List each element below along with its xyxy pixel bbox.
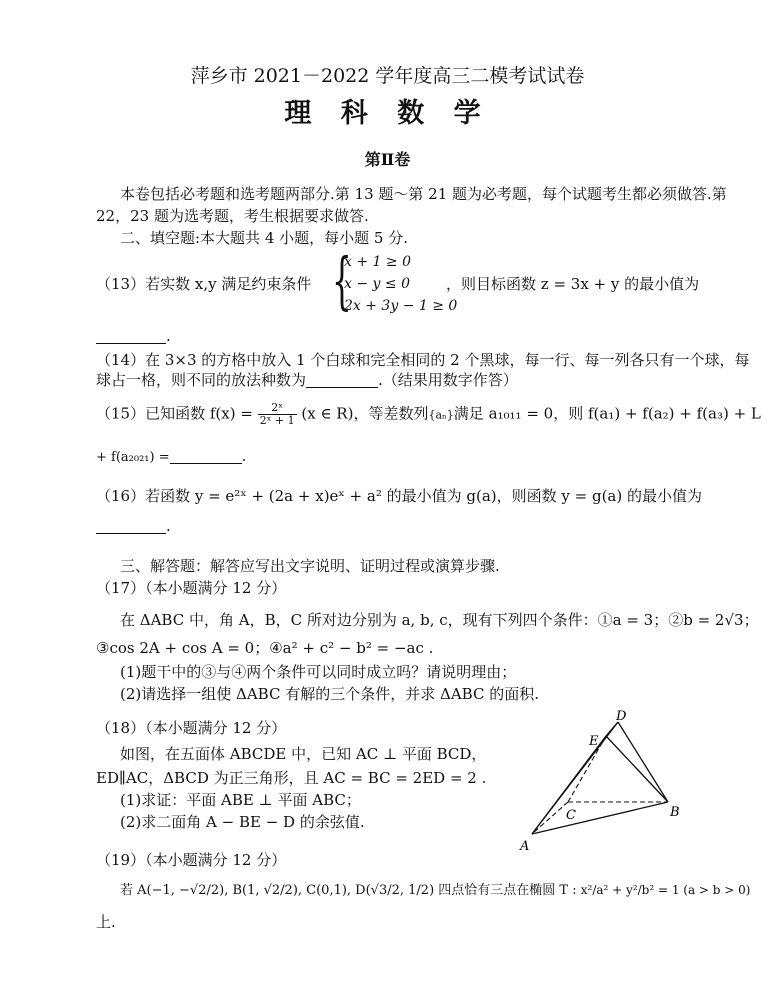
q14-line-2: 球占一格，则不同的放法种数为 .（结果用数字作答）	[96, 371, 518, 389]
q13-constraint-3: 2x + 3y − 1 ≥ 0	[344, 298, 458, 314]
q17-line-1: 在 ΔABC 中，角 A，B，C 所对边分别为 a, b, c，现有下列四个条件：①a = 3；②b = 2√3；	[120, 611, 759, 629]
q18-line-2: ED∥AC，ΔBCD 为正三角形，且 AC = BC = 2ED = 2 .	[96, 769, 487, 787]
vertex-label-e: E	[589, 734, 599, 749]
q19-heading: （19）（本小题满分 12 分）	[96, 851, 287, 869]
q17-line-2: ③cos 2A + cos A = 0；④a² + c² − b² = −ac .	[96, 639, 434, 657]
q15-fraction: $\frac{\text{2ˣ}}{\text{2ˣ + 1}}$	[259, 401, 295, 427]
edge-db	[618, 722, 668, 802]
answer-blank	[96, 329, 166, 344]
exam-title: 萍乡市 2021－2022 学年度高三二模考试试卷	[190, 65, 585, 87]
q15-line-2: + f(a₂₀₂₁) = .	[96, 447, 247, 465]
fill-heading: 二、填空题:本大题共 4 小题，每小题 5 分.	[120, 229, 408, 247]
vertex-label-a: A	[520, 839, 530, 854]
brace-icon: {	[332, 244, 352, 317]
q16-line-1: （16）若函数 y = e²ˣ + (2a + x)eˣ + a² 的最小值为 g(a)，则函数 y = g(a) 的最小值为	[96, 487, 702, 505]
q18-line-1: 如图，在五面体 ABCDE 中，已知 AC ⊥ 平面 BCD，	[120, 745, 487, 763]
q19-line-2: 上.	[96, 913, 116, 931]
q18-part-1: (1)求证：平面 ABE ⊥ 平面 ABC；	[120, 791, 361, 809]
q13-stem: （13）若实数 x,y 满足约束条件	[96, 275, 312, 293]
edge-eb	[606, 736, 668, 802]
vertex-label-c: C	[566, 808, 576, 823]
hidden-edge-ce	[568, 736, 606, 802]
q13-constraint-1: x + 1 ≥ 0	[344, 254, 411, 270]
q13-answer-line: .	[96, 326, 171, 346]
q13-constraint-2: x − y ≤ 0	[344, 276, 410, 292]
pentahedron-figure	[510, 708, 690, 858]
q17-part-2: (2)请选择一组使 ΔABC 有解的三个条件，并求 ΔABC 的面积.	[120, 685, 539, 703]
q18-part-2: (2)求二面角 A − BE − D 的余弦值.	[120, 813, 365, 831]
vertex-label-d: D	[616, 709, 627, 724]
answer-blank	[170, 449, 242, 464]
q19-line-1: 若 A(−1, −√2/2), B(1, √2/2), C(0,1), D(√3/2, 1/2) 四点恰有三点在椭圆 T : x²/a² + y²/b² = 1 (a > b > 0)	[120, 883, 751, 898]
subject-title: 理 科 数 学	[284, 98, 491, 129]
q16-answer-line: .	[96, 516, 171, 536]
answer-heading: 三、解答题：解答应写出文字说明、证明过程或演算步骤.	[120, 557, 500, 575]
q18-heading: （18）（本小题满分 12 分）	[96, 719, 287, 737]
q17-heading: （17）（本小题满分 12 分）	[96, 579, 287, 597]
q15-line-1: （15）已知函数 f(x) = $\frac{\text{2ˣ}}{\text{2ˣ + 1}}$ (x ∈ R)，等差数列{aₙ}满足 a₁₀₁₁ = 0，则 f(a₁) + f(a₂) + f(a₃) + L	[96, 401, 761, 427]
intro-line-2: 22，23 题为选考题，考生根据要求做答.	[96, 207, 369, 225]
answer-blank	[306, 373, 378, 388]
answer-blank	[96, 519, 166, 534]
q13-objective: ，则目标函数 z = 3x + y 的最小值为	[446, 275, 700, 293]
intro-line-1: 本卷包括必考题和选考题两部分.第 13 题～第 21 题为必考题，每个试题考生都必须做答.第	[120, 185, 727, 203]
q17-part-1: (1)题干中的③与④两个条件可以同时成立吗？请说明理由；	[120, 663, 517, 681]
vertex-label-b: B	[670, 805, 680, 820]
section-title: 第Ⅱ卷	[364, 150, 411, 169]
q14-line-1: （14）在 3×3 的方格中放入 1 个白球和完全相同的 2 个黑球，每一行、每一列各只有一个球，每	[96, 351, 750, 369]
